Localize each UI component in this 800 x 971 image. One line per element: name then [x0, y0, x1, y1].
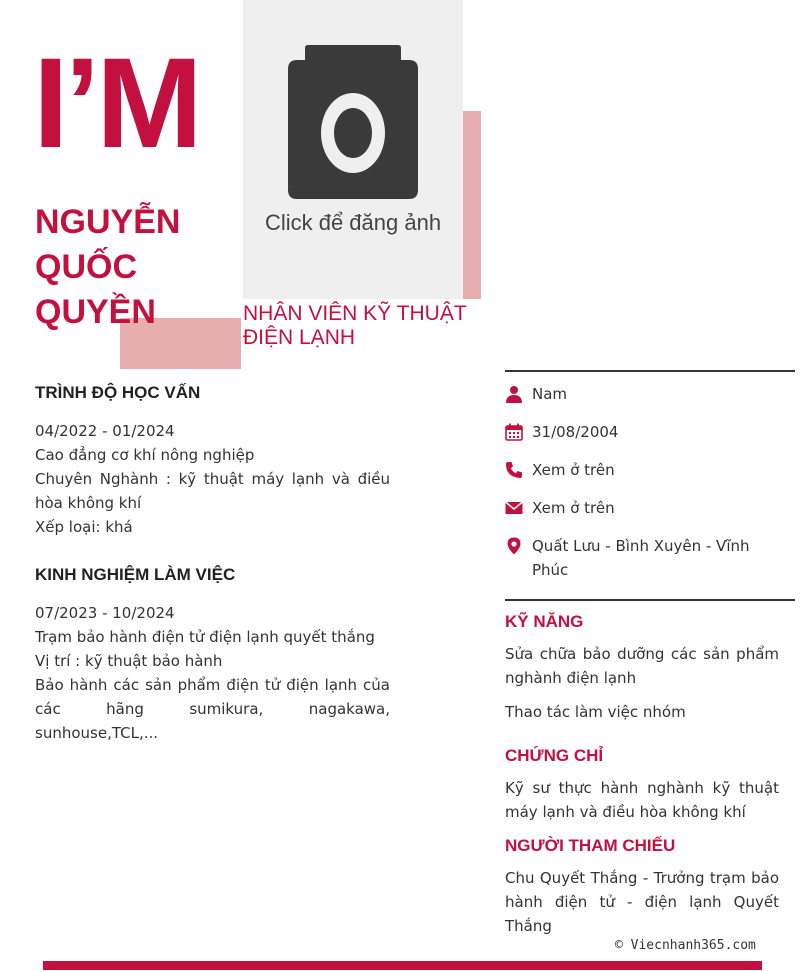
contact-birthday [505, 420, 790, 444]
name-line: NGUYỄN [35, 203, 181, 241]
education-line: 04/2022 - 01/2024 [35, 422, 175, 440]
person-icon [505, 385, 523, 403]
divider [505, 599, 795, 601]
skill-item: Thao tác làm việc nhóm [505, 703, 686, 721]
right-column [505, 612, 779, 950]
contact-text: Nam [532, 385, 568, 403]
job-title: NHÂN VIÊN KỸ THUẬT ĐIỆN LẠNH [243, 302, 467, 349]
experience-section [35, 565, 390, 745]
left-column [35, 383, 390, 771]
education-line: Chuyên Nghành : kỹ thuật máy lạnh và điều hòa không khí [35, 470, 390, 512]
certificate-item: Kỹ sư thực hành nghành kỹ thuật máy lạnh và điều hòa không khí [505, 779, 779, 821]
name-line: QUỐC [35, 248, 137, 286]
contact-text: 31/08/2004 [532, 423, 619, 441]
divider [505, 370, 795, 372]
full-name [35, 200, 235, 335]
contact-text: Xem ở trên [532, 499, 615, 517]
references-title: NGƯỜI THAM CHIẾU [505, 836, 676, 855]
reference-item: Chu Quyết Thắng - Trưởng trạm bảo hành điện tử - điện lạnh Quyết Thắng [505, 869, 779, 935]
education-title: TRÌNH ĐỘ HỌC VẤN [35, 383, 201, 402]
references-section [505, 836, 779, 938]
photo-upload-label: Click để đăng ảnh [264, 210, 442, 235]
photo-upload[interactable] [243, 0, 463, 299]
education-line: Xếp loại: khá [35, 518, 133, 536]
mail-icon [505, 499, 523, 517]
contact-email [505, 496, 790, 520]
contact-text: Quất Lưu - Bình Xuyên - Vĩnh Phúc [532, 537, 750, 579]
experience-line: 07/2023 - 10/2024 [35, 604, 175, 622]
experience-line: Vị trí : kỹ thuật bảo hành [35, 652, 223, 670]
phone-icon [505, 461, 523, 479]
skill-item: Sửa chữa bảo dưỡng các sản phẩm nghành điện lạnh [505, 645, 779, 687]
contact-phone [505, 458, 790, 482]
certificates-title: CHỨNG CHỈ [505, 746, 604, 765]
contact-gender [505, 382, 790, 406]
experience-line: Trạm bảo hành điện tử điện lạnh quyết thắng [35, 628, 375, 646]
location-pin-icon [505, 537, 523, 555]
certificates-section [505, 746, 779, 824]
education-section [35, 383, 390, 539]
skills-section [505, 612, 779, 724]
contact-address [505, 534, 790, 582]
name-line: QUYỀN [35, 293, 156, 331]
footer-bar [43, 961, 762, 970]
copyright: © Viecnhanh365.com [615, 938, 756, 953]
calendar-icon [505, 423, 523, 441]
contact-text: Xem ở trên [532, 461, 615, 479]
experience-title: KINH NGHIỆM LÀM VIỆC [35, 565, 236, 584]
contact-list [505, 382, 790, 596]
decor-pink-bar-vertical [463, 111, 481, 299]
skills-title: KỸ NĂNG [505, 612, 584, 631]
experience-line: Bảo hành các sản phẩm điện tử điện lạnh của các hãng sumikura, nagakawa, sunhouse,TCL,... [35, 676, 390, 742]
im-heading: I’M [33, 32, 199, 175]
education-line: Cao đẳng cơ khí nông nghiệp [35, 446, 255, 464]
camera-icon [243, 0, 463, 210]
